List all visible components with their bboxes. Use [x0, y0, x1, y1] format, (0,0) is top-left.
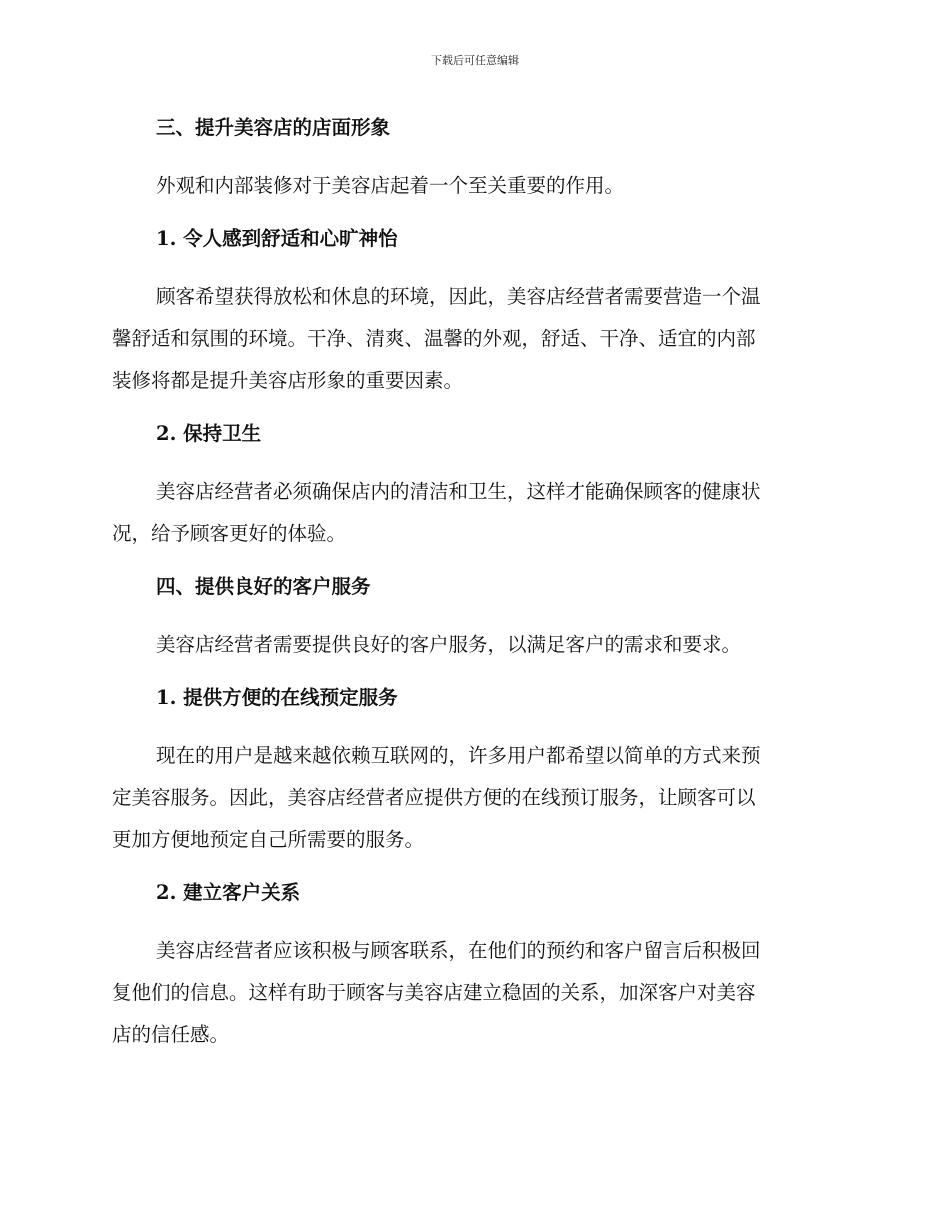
paragraph-line: 店的信任感。 — [112, 1023, 230, 1046]
paragraph-line: 美容店经营者应该积极与顾客联系，在他们的预约和客户留言后积极回 — [156, 939, 761, 962]
section-3-1-title: 1. 令人感到舒适和心旷神怡 — [156, 227, 398, 250]
section-3-title: 三、提升美容店的店面形象 — [156, 116, 391, 139]
paragraph-line: 美容店经营者必须确保店内的清洁和卫生，这样才能确保顾客的健康状 — [156, 480, 761, 503]
section-3-1-paragraph — [112, 276, 834, 402]
section-4-1-title: 1. 提供方便的在线预定服务 — [156, 686, 398, 709]
section-4-1-paragraph — [112, 735, 834, 861]
document-body — [112, 109, 834, 1069]
paragraph-line: 复他们的信息。这样有助于顾客与美容店建立稳固的关系，加深客户对美容 — [112, 981, 756, 1004]
section-4-2-title: 2. 建立客户关系 — [156, 881, 301, 904]
page-header: 下载后可任意编辑 — [431, 54, 519, 67]
section-3-2-paragraph — [112, 471, 834, 555]
section-4-title: 四、提供良好的客户服务 — [156, 575, 371, 598]
paragraph-line: 现在的用户是越来越依赖互联网的，许多用户都希望以简单的方式来预 — [156, 744, 761, 767]
section-4-intro: 美容店经营者需要提供良好的客户服务，以满足客户的需求和要求。 — [156, 633, 742, 656]
paragraph-line: 况，给予顾客更好的体验。 — [112, 522, 347, 545]
paragraph-line: 更加方便地预定自己所需要的服务。 — [112, 828, 425, 851]
section-3-2-title: 2. 保持卫生 — [156, 422, 262, 445]
section-3-intro: 外观和内部装修对于美容店起着一个至关重要的作用。 — [156, 174, 625, 197]
section-4-2-paragraph — [112, 930, 834, 1056]
paragraph-line: 装修将都是提升美容店形象的重要因素。 — [112, 369, 464, 392]
paragraph-line: 定美容服务。因此，美容店经营者应提供方便的在线预订服务，让顾客可以 — [112, 786, 756, 809]
paragraph-line: 馨舒适和氛围的环境。干净、清爽、温馨的外观，舒适、干净、适宜的内部 — [112, 327, 756, 350]
paragraph-line: 顾客希望获得放松和休息的环境，因此，美容店经营者需要营造一个温 — [156, 285, 761, 308]
